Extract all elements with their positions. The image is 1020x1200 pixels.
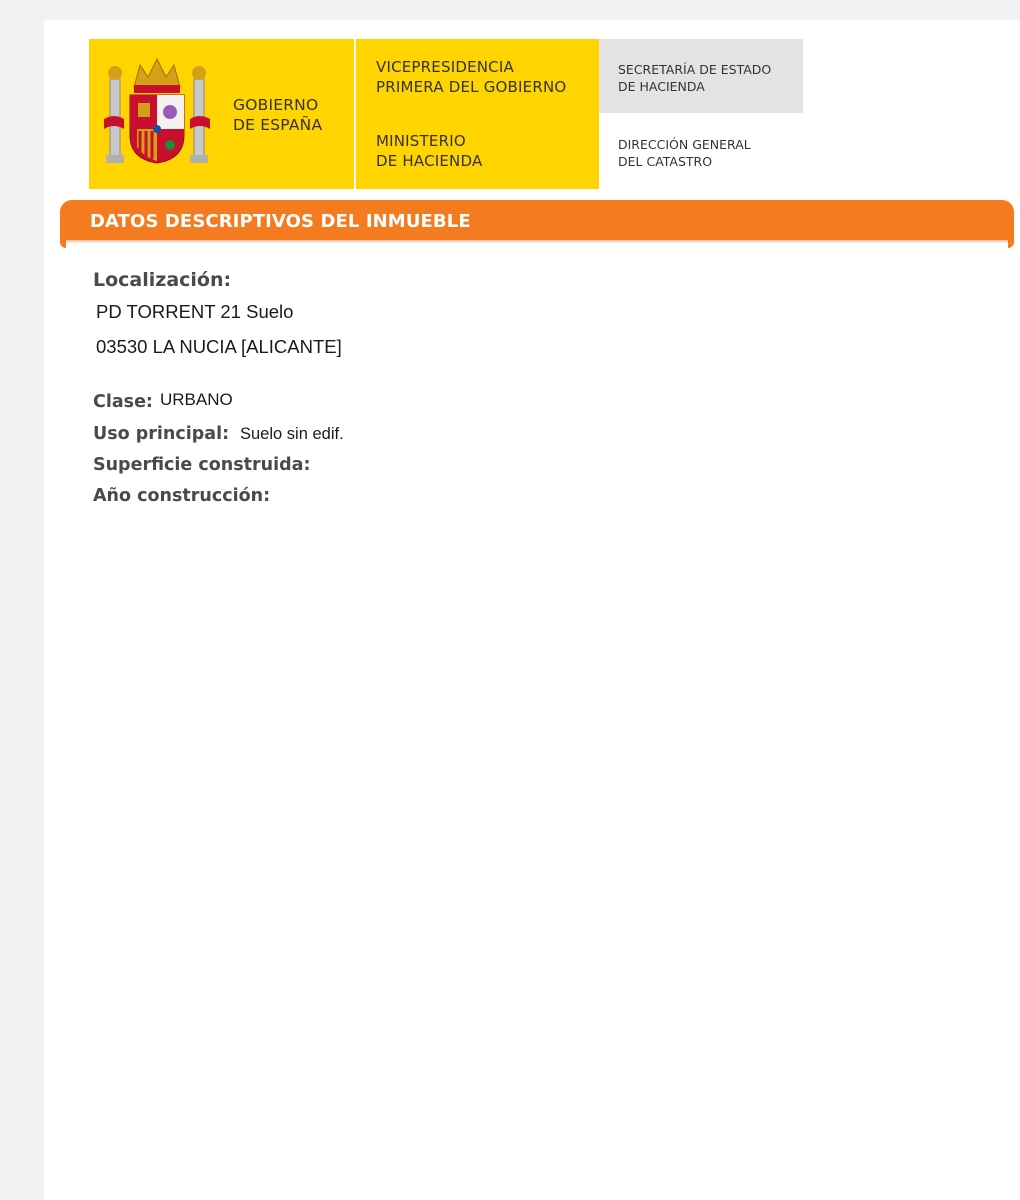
use-value: Suelo sin edif. (240, 425, 344, 443)
government-name-line1: GOBIERNO (233, 96, 319, 114)
secretariat-banner (599, 39, 803, 113)
secretariat-line1: SECRETARÍA DE ESTADO (618, 62, 772, 77)
secretariat-name (618, 61, 771, 95)
directorate-line2: DEL CATASTRO (618, 154, 713, 169)
section-header-bar (60, 200, 1014, 240)
section-bar-corner-left (60, 240, 66, 248)
ministry-banner (356, 39, 599, 189)
directorate-name (618, 136, 751, 170)
government-banner (89, 39, 354, 189)
address-line1: PD TORRENT 21 Suelo (96, 301, 294, 322)
address-line2: 03530 LA NUCIA [ALICANTE] (96, 336, 342, 357)
ministry-name (376, 131, 482, 171)
location-label: Localización: (93, 269, 232, 291)
coat-of-arms-icon (104, 57, 210, 167)
vicepresidency-line2: PRIMERA DEL GOBIERNO (376, 78, 567, 96)
class-value: URBANO (160, 390, 233, 409)
section-bar-corner-right (1008, 240, 1014, 248)
class-label: Clase: (93, 392, 153, 412)
document-page (44, 20, 1020, 1200)
directorate-line1: DIRECCIÓN GENERAL (618, 137, 751, 152)
surface-label: Superficie construida: (93, 455, 311, 475)
ministry-line2: DE HACIENDA (376, 152, 483, 170)
government-name (233, 95, 322, 135)
secretariat-line2: DE HACIENDA (618, 79, 705, 94)
use-label: Uso principal: (93, 424, 230, 444)
ministry-line1: MINISTERIO (376, 132, 466, 150)
government-name-line2: DE ESPAÑA (233, 116, 323, 134)
section-title: DATOS DESCRIPTIVOS DEL INMUEBLE (90, 211, 471, 232)
year-label: Año construcción: (93, 486, 271, 506)
vicepresidency-name (376, 57, 566, 97)
vicepresidency-line1: VICEPRESIDENCIA (376, 58, 514, 76)
